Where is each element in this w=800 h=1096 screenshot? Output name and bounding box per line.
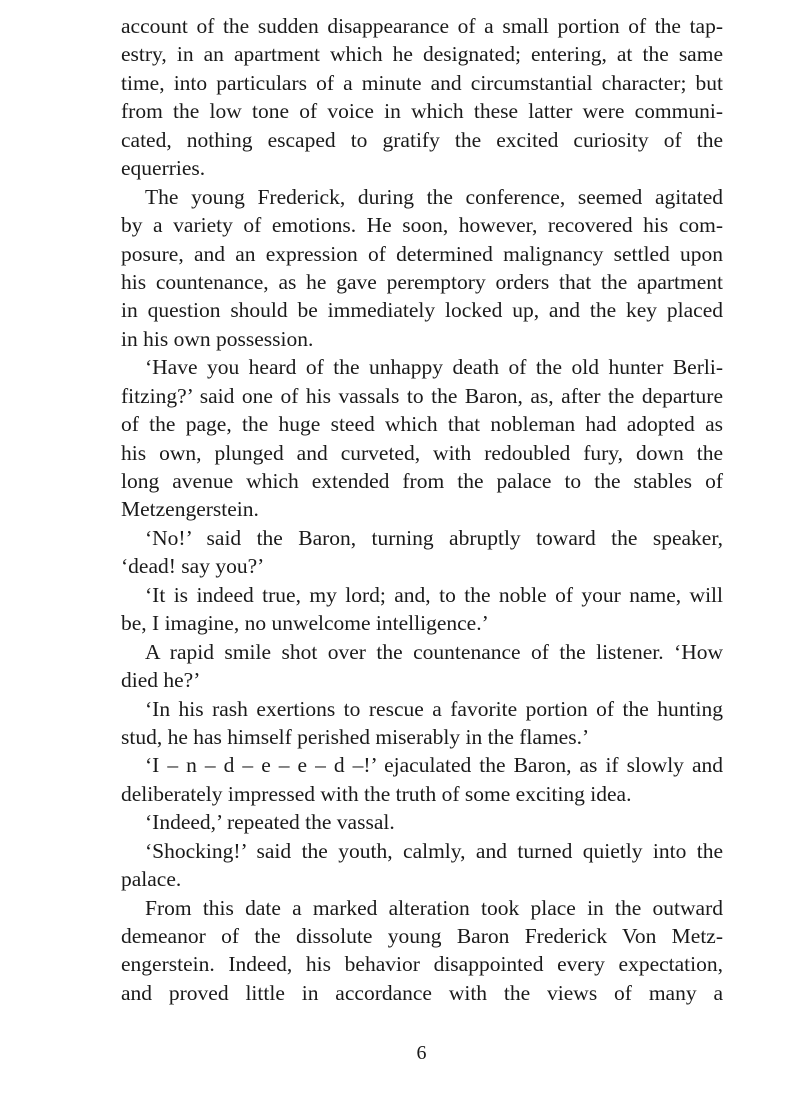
text-line: engerstein. Indeed, his behavior disappointed every expectation,	[121, 952, 723, 977]
text-line: from the low tone of voice in which these latter were communi-	[121, 99, 723, 124]
text-line: ‘In his rash exertions to rescue a favorite portion of the hunting	[145, 696, 723, 721]
text-line: cated, nothing escaped to gratify the excited curiosity of the	[121, 127, 723, 152]
text-line: From this date a marked alteration took place in the outward	[145, 895, 723, 920]
text-line: palace.	[121, 867, 182, 892]
text-line: deliberately impressed with the truth of some exciting idea.	[121, 781, 632, 806]
text-line: fitzing?’ said one of his vassals to the Baron, as, after the departure	[121, 383, 723, 408]
text-line: in question should be immediately locked up, and the key placed	[121, 298, 723, 323]
page-number: 6	[416, 1042, 427, 1064]
page-body-text	[121, 12, 723, 1007]
text-line: Metzengerstein.	[121, 497, 259, 522]
text-line: and proved little in accordance with the views of many a	[121, 980, 723, 1005]
text-line: his own, plunged and curveted, with redoubled fury, down the	[121, 440, 723, 465]
text-line: A rapid smile shot over the countenance of the listener. ‘How	[145, 639, 723, 664]
text-line: ‘I – n – d – e – e – d –!’ ejaculated the Baron, as if slowly and	[145, 753, 723, 778]
text-line: ‘Shocking!’ said the youth, calmly, and turned quietly into the	[145, 838, 723, 863]
text-line: account of the sudden disappearance of a small portion of the tap-	[121, 14, 723, 38]
text-line: ‘Have you heard of the unhappy death of the old hunter Berli-	[145, 355, 723, 380]
text-line: his countenance, as he gave peremptory orders that the apartment	[121, 269, 723, 294]
text-line: stud, he has himself perished miserably in the flames.’	[121, 724, 590, 749]
text-line: be, I imagine, no unwelcome intelligence.’	[121, 611, 489, 636]
text-line: posure, and an expression of determined malignancy settled upon	[121, 241, 723, 266]
text-line: in his own possession.	[121, 326, 314, 351]
text-line: ‘Indeed,’ repeated the vassal.	[145, 810, 395, 835]
text-line: equerries.	[121, 156, 206, 181]
text-line: long avenue which extended from the palace to the stables of	[121, 469, 723, 493]
text-line: of the page, the huge steed which that nobleman had adopted as	[121, 412, 723, 437]
text-line: by a variety of emotions. He soon, however, recovered his com-	[121, 213, 723, 238]
text-line: demeanor of the dissolute young Baron Frederick Von Metz-	[121, 924, 723, 948]
text-line: estry, in an apartment which he designated; entering, at the same	[121, 42, 723, 67]
text-line: ‘dead! say you?’	[121, 554, 265, 579]
text-line: died he?’	[121, 668, 201, 693]
text-line: ‘No!’ said the Baron, turning abruptly toward the speaker,	[145, 525, 723, 550]
text-line: The young Frederick, during the conference, seemed agitated	[145, 184, 723, 209]
text-line: ‘It is indeed true, my lord; and, to the noble of your name, will	[145, 582, 723, 607]
text-line: time, into particulars of a minute and circumstantial character; but	[121, 70, 723, 95]
